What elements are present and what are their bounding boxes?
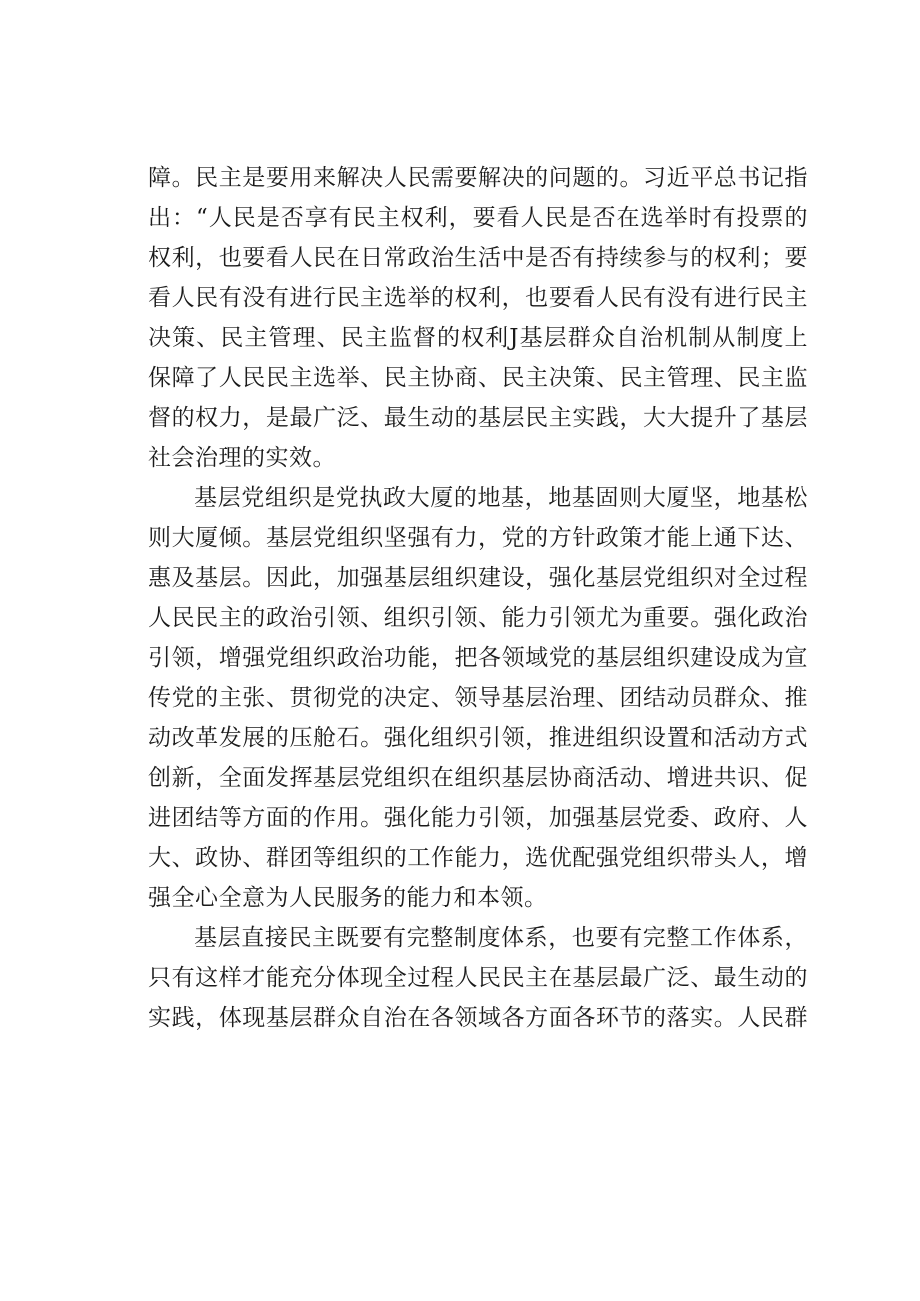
text-line: 传党的主张、贯彻党的决定、领导基层治理、团结动员群众、推 <box>148 685 808 711</box>
text-line: 创新，全面发挥基层党组织在组织基层协商活动、增进共识、促 <box>148 765 808 791</box>
text-line: 实践，体现基层群众自治在各领域各方面各环节的落实。人民群 <box>148 1005 808 1031</box>
text-line: 权利，也要看人民在日常政治生活中是否有持续参与的权利；要 <box>148 245 808 271</box>
document-body <box>148 158 808 1038</box>
text-line: 只有这样才能充分体现全过程人民民主在基层最广泛、最生动的 <box>148 965 808 991</box>
text-line: 人民民主的政治引领、组织引领、能力引领尤为重要。强化政治 <box>148 605 808 631</box>
text-line: 保障了人民民主选举、民主协商、民主决策、民主管理、民主监 <box>148 365 808 391</box>
text-line: 强全心全意为人民服务的能力和本领。 <box>148 885 548 911</box>
paragraph-2 <box>148 478 808 918</box>
text-line: 社会治理的实效。 <box>148 445 336 471</box>
text-line: 惠及基层。因此，加强基层组织建设，强化基层党组织对全过程 <box>148 565 808 591</box>
text-line: 基层直接民主既要有完整制度体系，也要有完整工作体系， <box>194 925 808 951</box>
text-line: 决策、民主管理、民主监督的权利J基层群众自治机制从制度上 <box>148 325 808 351</box>
paragraph-1 <box>148 158 808 478</box>
text-line: 障。民主是要用来解决人民需要解决的问题的。习近平总书记指 <box>148 165 808 191</box>
text-line: 看人民有没有进行民主选举的权利，也要看人民有没有进行民主 <box>148 285 808 311</box>
paragraph-3 <box>148 918 808 1038</box>
text-line: 督的权力，是最广泛、最生动的基层民主实践，大大提升了基层 <box>148 405 808 431</box>
text-line: 则大厦倾。基层党组织坚强有力，党的方针政策才能上通下达、 <box>148 525 808 551</box>
text-line: 基层党组织是党执政大厦的地基，地基固则大厦坚，地基松 <box>194 485 808 511</box>
text-line: 进团结等方面的作用。强化能力引领，加强基层党委、政府、人 <box>148 805 808 831</box>
text-line: 引领，增强党组织政治功能，把各领域党的基层组织建设成为宣 <box>148 645 808 671</box>
text-line: 大、政协、群团等组织的工作能力，选优配强党组织带头人，增 <box>148 845 808 871</box>
text-line: 出：“人民是否享有民主权利，要看人民是否在选举时有投票的 <box>148 205 808 231</box>
text-line: 动改革发展的压舱石。强化组织引领，推进组织设置和活动方式 <box>148 725 808 751</box>
